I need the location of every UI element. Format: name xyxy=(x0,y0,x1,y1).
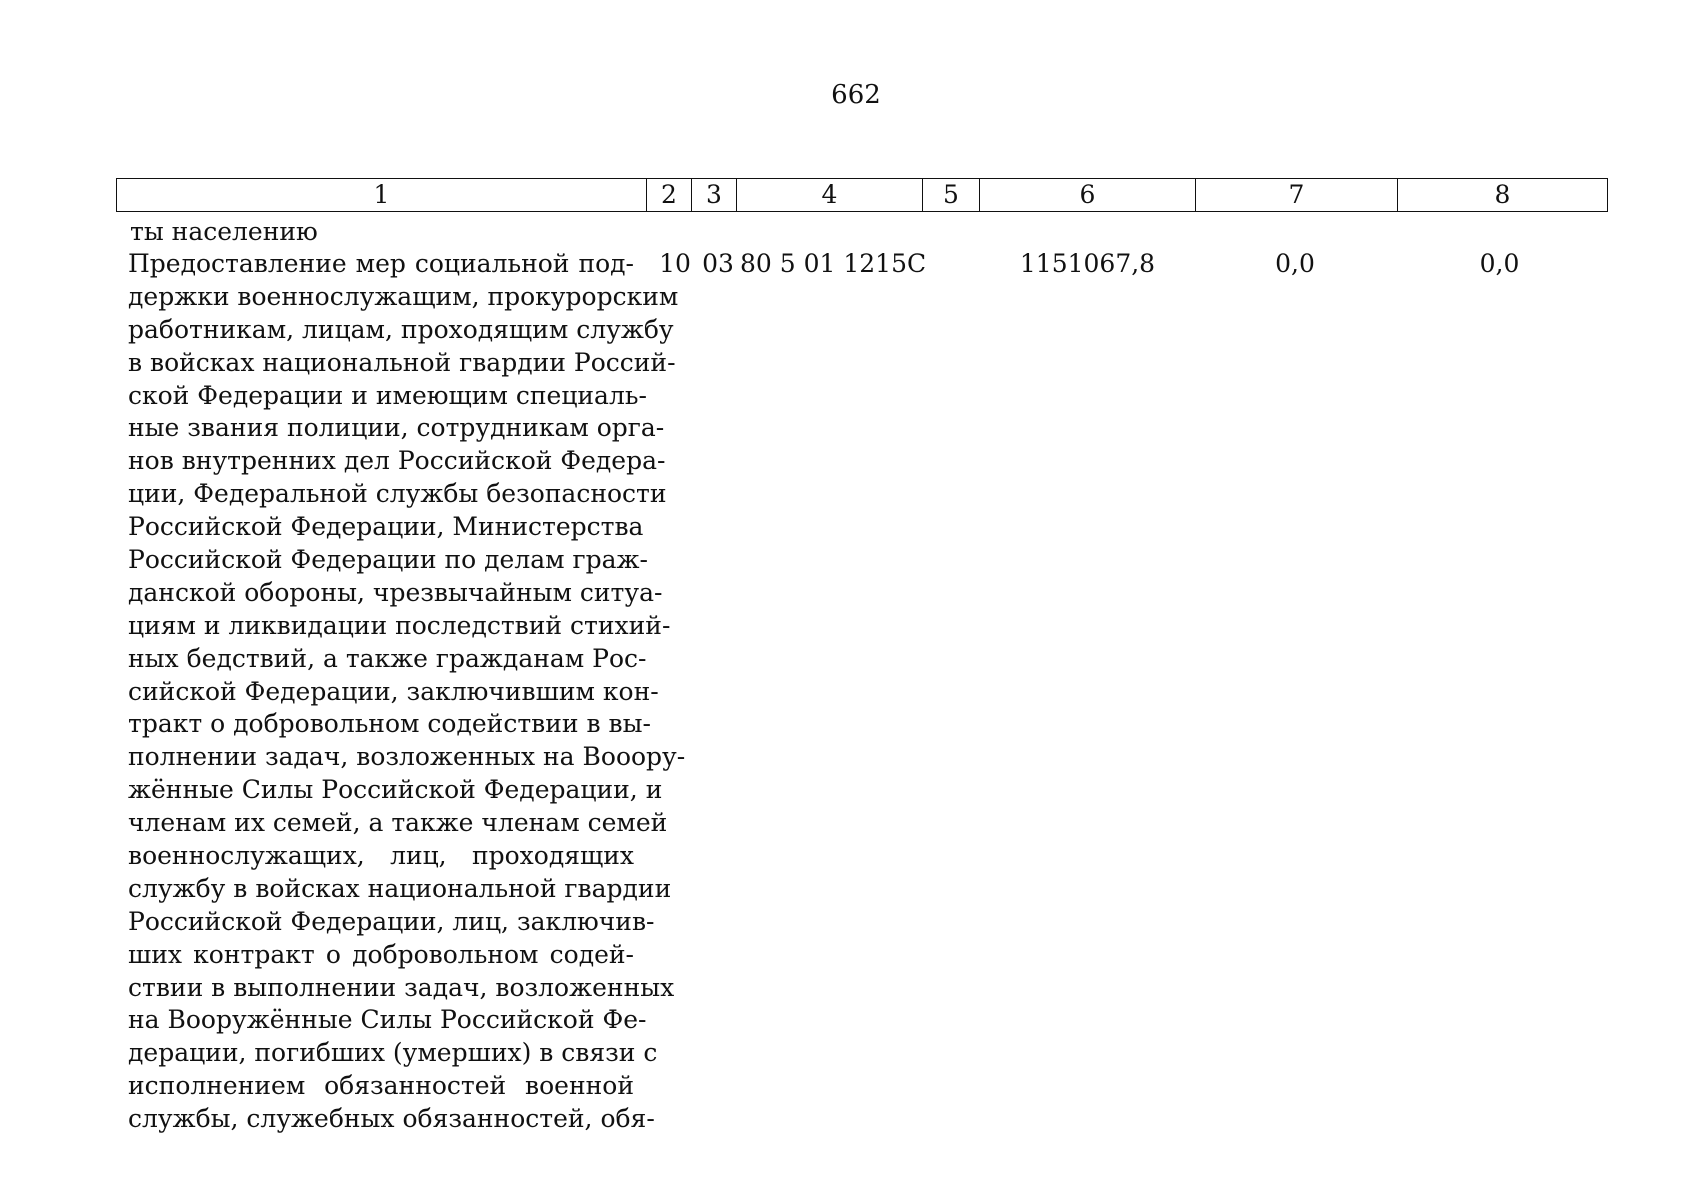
column-header-2: 2 xyxy=(647,179,692,212)
column-header-7: 7 xyxy=(1196,179,1398,212)
description-line: тракт о добровольном содействии в вы- xyxy=(128,709,651,739)
description-line: данской обороны, чрезвычайным ситуа- xyxy=(128,577,663,607)
row-col-6: 1151067,8 xyxy=(1019,249,1156,278)
description-line: работникам, лицам, проходящим службу xyxy=(128,314,674,344)
row-col-8: 0,0 xyxy=(1479,249,1520,278)
description-line: в войсках национальной гвардии Россий- xyxy=(128,347,676,377)
description-line: Российской Федерации, Министерства xyxy=(128,512,644,542)
table-header-row xyxy=(117,179,1608,212)
description-line: жённые Силы Российской Федерации, и xyxy=(128,775,663,805)
description-line: сийской Федерации, заключившим кон- xyxy=(128,676,659,706)
description-line: ных бедствий, а также гражданам Рос- xyxy=(128,643,647,673)
page-number: 662 xyxy=(831,80,881,110)
description-line: на Вооружённые Силы Российской Фе- xyxy=(128,1005,647,1035)
description-line: циям и ликвидации последствий стихий- xyxy=(128,610,671,640)
description-line: ской Федерации и имеющим специаль- xyxy=(128,380,647,410)
description-line: нов внутренних дел Российской Федера- xyxy=(128,446,666,476)
row-col-7: 0,0 xyxy=(1275,249,1315,278)
description-line: службу в войсках национальной гвардии xyxy=(128,873,672,903)
description-line: дерации, погибших (умерших) в связи с xyxy=(128,1038,658,1068)
description-line: членам их семей, а также членам семей xyxy=(128,808,668,838)
column-header-5: 5 xyxy=(923,179,980,212)
column-header-3: 3 xyxy=(692,179,737,212)
description-line: ции, Федеральной службы безопасности xyxy=(128,479,667,509)
column-header-1: 1 xyxy=(117,179,647,212)
description-line: службы, служебных обязанностей, обя- xyxy=(128,1104,655,1134)
description-line: Предоставление мер социальной под- xyxy=(128,249,634,278)
column-header-4: 4 xyxy=(737,179,923,212)
description-line: полнении задач, возложенных на Вооору- xyxy=(128,742,686,772)
continuation-text: ты населению xyxy=(130,217,318,246)
row-col-4: 80 5 01 1215С xyxy=(740,249,927,278)
row-col-2: 10 xyxy=(659,249,691,278)
description-line: держки военнослужащим, прокурорским xyxy=(128,281,679,311)
description-line: Российской Федерации, лиц, заключив- xyxy=(128,906,655,936)
description-line: ные звания полиции, сотрудникам орга- xyxy=(128,413,665,443)
description-line: ших контракт о добровольном содей- xyxy=(128,939,634,969)
description-line: Российской Федерации по делам граж- xyxy=(128,545,648,575)
column-header-6: 6 xyxy=(980,179,1196,212)
table-header xyxy=(116,178,1608,212)
description-line: военнослужащих, лиц, проходящих xyxy=(128,841,634,871)
description-line: ствии в выполнении задач, возложенных xyxy=(128,972,675,1002)
column-header-8: 8 xyxy=(1398,179,1608,212)
description-line: исполнением обязанностей военной xyxy=(128,1071,634,1101)
row-col-3: 03 xyxy=(702,249,734,278)
